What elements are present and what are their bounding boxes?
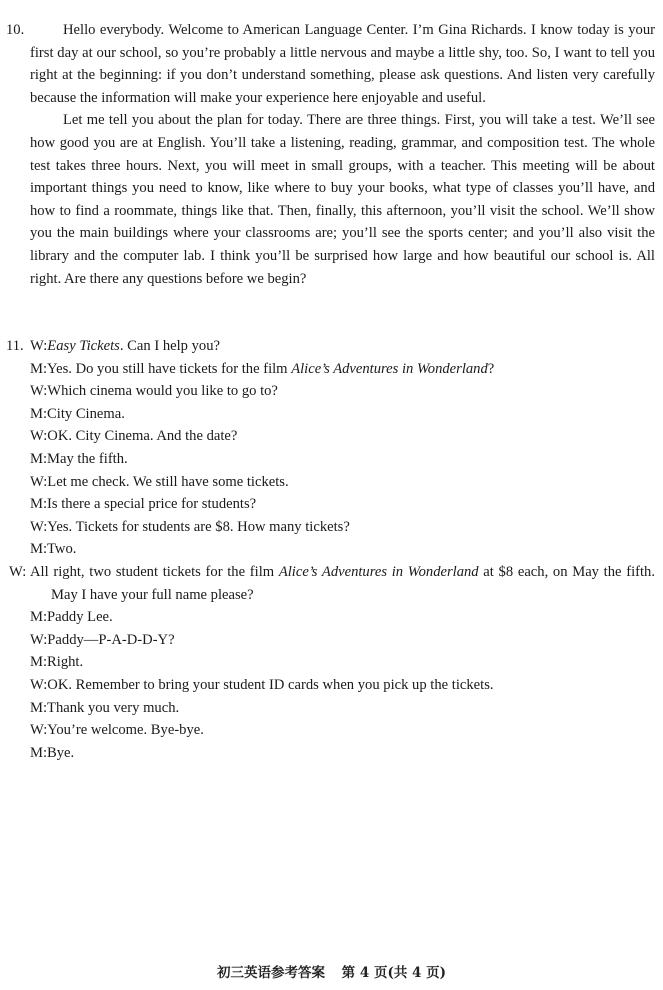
speaker-label: M:: [30, 609, 48, 626]
speaker-label: M:: [30, 699, 48, 716]
dialogue-text: Yes. Do you still have tickets for the film: [47, 360, 292, 377]
transcript-paragraph: Hello everybody. Welcome to American Language Center. I’m Gina Richards. I know today is your first day at our school, so you’re probably a little nervous and maybe a little shy, too. So, I want to tell you right at the beginning: if you don’t understand something, please ask questions. And listen very carefully because the information will make your experience here enjoyable and useful.: [30, 22, 655, 106]
dialogue-text: Is there a special price for students?: [47, 496, 257, 513]
dialogue-line: [30, 651, 655, 674]
dialogue-text: Thank you very much.: [47, 699, 180, 716]
dialogue-line: [30, 538, 655, 561]
dialogue-text: OK. Remember to bring your student ID cards when you pick up the tickets.: [47, 676, 494, 693]
footer-title: 初三英语参考答案: [216, 965, 325, 981]
transcript-paragraph: Let me tell you about the plan for today. There are three things. First, you will take a test. We’ll see how good you are at English. You’ll take a listening, reading, grammar, and composition test. The whole test takes three hours. Next, you will meet in small groups, with a teacher. This meeting will be about important things you need to know, like where to buy your books, what type of classes you’ll have, and how to find a roommate, things like that. Then, finally, this afternoon, you’ll visit the school. We’ll show you the main buildings where your classrooms are; you’ll see the sports center; and you’ll also visit the library and the computer lab. I think you’ll be surprised how large and how beautiful our school is. All right. Are there any questions before we begin?: [30, 112, 655, 287]
speaker-label: M:: [30, 744, 48, 761]
speaker-label: M:: [30, 541, 48, 558]
speaker-label: W:: [30, 428, 48, 445]
dialogue-line: [30, 697, 655, 720]
dialogue-italic-title: Alice’s Adventures in Wonderland: [278, 563, 479, 580]
speaker-label: M:: [30, 450, 48, 467]
dialogue-text: Paddy—P-A-D-D-Y?: [47, 631, 175, 648]
question-number: 10.: [6, 22, 25, 38]
dialogue-text: May the fifth.: [47, 450, 128, 467]
dialogue-text: Right.: [47, 654, 84, 671]
dialogue-text: Paddy Lee.: [47, 609, 113, 626]
dialogue-italic-title: Alice’s Adventures in Wonderland: [291, 360, 488, 377]
speaker-label: W:: [30, 631, 48, 648]
dialogue-text: Yes. Tickets for students are $8. How many tickets?: [47, 518, 350, 535]
dialogue-text-tail: at $8 each, on May the fifth. May I have your full name please?: [51, 563, 655, 603]
dialogue-line: [30, 380, 655, 403]
dialogue-text-tail: ?: [487, 360, 495, 377]
dialogue-text: Two.: [47, 541, 77, 558]
dialogue-line: [30, 719, 655, 742]
dialogue-line: [30, 742, 655, 765]
dialogue-line: [30, 448, 655, 471]
speaker-label: W:: [30, 676, 48, 693]
dialogue-text: OK. City Cinema. And the date?: [47, 428, 238, 445]
speaker-label: M:: [30, 654, 48, 671]
dialogue-line: [30, 425, 655, 448]
speaker-label: W:: [30, 722, 48, 739]
dialogue: [0, 335, 663, 764]
dialogue-text: City Cinema.: [47, 405, 125, 422]
speaker-label: W:: [30, 473, 48, 490]
speaker-label: W:: [30, 338, 48, 354]
speaker-label: W:: [30, 518, 48, 535]
dialogue-line: [30, 358, 655, 381]
dialogue-line: [30, 606, 655, 629]
dialogue-text: All right, two student tickets for the film: [30, 563, 279, 580]
question-10: [0, 19, 663, 290]
dialogue-line: [30, 493, 655, 516]
speaker-label: W:: [30, 383, 48, 400]
dialogue-line: [30, 516, 655, 539]
dialogue-text: Which cinema would you like to go to?: [47, 383, 278, 400]
dialogue-text: You’re welcome. Bye-bye.: [47, 722, 204, 739]
dialogue-text-tail: . Can I help you?: [119, 338, 220, 354]
dialogue-text: Bye.: [47, 744, 75, 761]
footer-page-number: 第 4 页(共 4 页): [341, 965, 447, 981]
dialogue-line: [30, 403, 655, 426]
speaker-label: M:: [30, 496, 48, 513]
dialogue-line: W: All right, two student tickets for the film Alice’s Adventures in Wonderland at $8 each, on May the fifth. May I have your full name please?: [9, 563, 655, 603]
dialogue-text: Let me check. We still have some tickets.: [47, 473, 289, 490]
page-footer: [0, 961, 663, 981]
dialogue-line: [30, 335, 655, 358]
dialogue-line: [30, 674, 655, 697]
speaker-label: M:: [30, 360, 48, 377]
speaker-label: M:: [30, 405, 48, 422]
dialogue-line: [30, 629, 655, 652]
question-number: 11.: [6, 338, 24, 354]
dialogue-italic-title: Easy Tickets: [47, 338, 120, 354]
question-11: [0, 335, 663, 764]
dialogue-line: [30, 471, 655, 494]
